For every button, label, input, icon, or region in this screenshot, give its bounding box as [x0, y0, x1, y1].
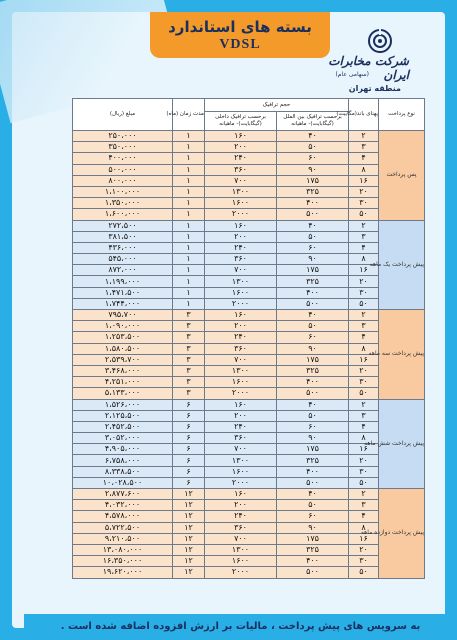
bandwidth-cell: ۱۶: [349, 354, 379, 365]
duration-cell: ۶: [173, 455, 205, 466]
payment-type-cell: پیش پرداخت شش ماهه: [379, 399, 425, 489]
traffic-intl-cell: ۴۰: [277, 489, 349, 500]
traffic-intl-cell: ۶۰: [277, 332, 349, 343]
traffic-intl-cell: ۳۲۵: [277, 365, 349, 376]
traffic-domestic-cell: ۱۳۰۰: [205, 276, 277, 287]
traffic-intl-cell: ۳۲۵: [277, 455, 349, 466]
bandwidth-cell: ۲۰: [349, 365, 379, 376]
duration-cell: ۶: [173, 410, 205, 421]
traffic-domestic-cell: ۱۶۰: [205, 489, 277, 500]
bandwidth-cell: ۳۰: [349, 198, 379, 209]
duration-cell: ۱۲: [173, 533, 205, 544]
table-row: [73, 421, 425, 432]
duration-cell: ۱۲: [173, 511, 205, 522]
price-cell: ۱،۰۹۰،۰۰۰: [73, 321, 173, 332]
bandwidth-cell: ۴: [349, 421, 379, 432]
bandwidth-cell: ۱۶: [349, 444, 379, 455]
page-subtitle: VDSL: [219, 37, 261, 52]
bandwidth-cell: ۳۰: [349, 287, 379, 298]
price-cell: ۸۷۲،۰۰۰: [73, 265, 173, 276]
table-row: [73, 410, 425, 421]
price-cell: ۲،۴۵۲،۵۰۰: [73, 421, 173, 432]
duration-cell: ۱: [173, 175, 205, 186]
traffic-intl-cell: ۹۰: [277, 254, 349, 265]
price-cell: ۴،۹۰۵،۰۰۰: [73, 444, 173, 455]
payment-type-cell: پیش پرداخت سه ماهه: [379, 310, 425, 400]
table-row: [73, 164, 425, 175]
company-logo: [299, 28, 409, 80]
vat-note: به سرویس های پیش پرداخت ، مالیات بر ارزش افزوده اضافه شده است .: [24, 614, 457, 640]
header-duration: مدت زمان (ماه): [173, 99, 205, 131]
bandwidth-cell: ۸: [349, 254, 379, 265]
table-row: [73, 466, 425, 477]
traffic-domestic-cell: ۲۴۰: [205, 153, 277, 164]
price-cell: ۱۳،۰۸۰،۰۰۰: [73, 544, 173, 555]
duration-cell: ۱: [173, 209, 205, 220]
price-cell: ۴،۰۳۲،۰۰۰: [73, 500, 173, 511]
duration-cell: ۳: [173, 321, 205, 332]
traffic-intl-cell: ۹۰: [277, 164, 349, 175]
traffic-domestic-cell: ۱۳۰۰: [205, 455, 277, 466]
bandwidth-cell: ۲: [349, 220, 379, 231]
tariff-table: [72, 98, 425, 579]
duration-cell: ۳: [173, 354, 205, 365]
price-cell: ۴۰۰،۰۰۰: [73, 153, 173, 164]
header-traffic-domestic: برحسب ترافیک داخلی (گیگابایت)- ماهیانه: [205, 112, 277, 131]
traffic-domestic-cell: ۳۶۰: [205, 164, 277, 175]
traffic-intl-cell: ۱۷۵: [277, 265, 349, 276]
traffic-domestic-cell: ۲۰۰۰: [205, 298, 277, 309]
duration-cell: ۱: [173, 198, 205, 209]
bandwidth-cell: ۳: [349, 321, 379, 332]
duration-cell: ۳: [173, 388, 205, 399]
traffic-intl-cell: ۱۷۵: [277, 444, 349, 455]
duration-cell: ۳: [173, 343, 205, 354]
price-cell: ۷۹۵،۷۰۰: [73, 310, 173, 321]
bandwidth-cell: ۲: [349, 489, 379, 500]
duration-cell: ۱: [173, 186, 205, 197]
bandwidth-cell: ۳: [349, 142, 379, 153]
table-row: [73, 556, 425, 567]
traffic-domestic-cell: ۱۳۰۰: [205, 186, 277, 197]
price-cell: ۱،۶۰۰،۰۰۰: [73, 209, 173, 220]
price-cell: ۶،۷۵۸،۰۰۰: [73, 455, 173, 466]
table-row: [73, 242, 425, 253]
traffic-intl-cell: ۴۰۰: [277, 198, 349, 209]
duration-cell: ۳: [173, 377, 205, 388]
duration-cell: ۶: [173, 421, 205, 432]
duration-cell: ۱: [173, 298, 205, 309]
traffic-intl-cell: ۵۰۰: [277, 567, 349, 578]
table-row: [73, 231, 425, 242]
price-cell: ۴،۲۵۱،۰۰۰: [73, 377, 173, 388]
price-cell: ۵۴۵،۰۰۰: [73, 254, 173, 265]
bandwidth-cell: ۲۰: [349, 455, 379, 466]
bandwidth-cell: ۱۶: [349, 175, 379, 186]
duration-cell: ۱: [173, 265, 205, 276]
page-frame: [12, 12, 445, 632]
traffic-intl-cell: ۵۰: [277, 321, 349, 332]
logo-subtitle: (سهامی عام): [335, 71, 369, 78]
traffic-intl-cell: ۳۲۵: [277, 544, 349, 555]
price-cell: ۱،۱۰۰،۰۰۰: [73, 186, 173, 197]
traffic-intl-cell: ۵۰۰: [277, 298, 349, 309]
traffic-intl-cell: ۴۰۰: [277, 556, 349, 567]
table-row: [73, 298, 425, 309]
table-row: [73, 220, 425, 231]
table-row: [73, 567, 425, 578]
traffic-domestic-cell: ۲۴۰: [205, 242, 277, 253]
price-cell: ۱،۲۵۳،۵۰۰: [73, 332, 173, 343]
traffic-intl-cell: ۵۰۰: [277, 477, 349, 488]
traffic-domestic-cell: ۱۶۰۰: [205, 377, 277, 388]
traffic-domestic-cell: ۲۴۰: [205, 511, 277, 522]
bandwidth-cell: ۸: [349, 522, 379, 533]
price-cell: ۲،۸۷۷،۶۰۰: [73, 489, 173, 500]
traffic-intl-cell: ۴۰: [277, 399, 349, 410]
traffic-intl-cell: ۴۰: [277, 310, 349, 321]
duration-cell: ۱: [173, 131, 205, 142]
traffic-intl-cell: ۵۰: [277, 410, 349, 421]
traffic-intl-cell: ۴۰۰: [277, 377, 349, 388]
bandwidth-cell: ۲: [349, 310, 379, 321]
bandwidth-cell: ۳: [349, 410, 379, 421]
table-row: [73, 276, 425, 287]
price-cell: ۱،۳۵۰،۰۰۰: [73, 198, 173, 209]
bandwidth-cell: ۳: [349, 231, 379, 242]
header-payment-type: نوع پرداخت: [379, 99, 425, 131]
traffic-intl-cell: ۳۲۵: [277, 276, 349, 287]
price-cell: ۵،۷۲۲،۵۰۰: [73, 522, 173, 533]
duration-cell: ۱: [173, 220, 205, 231]
payment-type-cell: پیش پرداخت دوازده ماهه: [379, 489, 425, 579]
traffic-domestic-cell: ۱۶۰: [205, 310, 277, 321]
duration-cell: ۳: [173, 365, 205, 376]
traffic-domestic-cell: ۲۰۰: [205, 231, 277, 242]
price-cell: ۴۳۶،۰۰۰: [73, 242, 173, 253]
table-row: [73, 153, 425, 164]
table-row: [73, 332, 425, 343]
duration-cell: ۱: [173, 231, 205, 242]
bandwidth-cell: ۵۰: [349, 477, 379, 488]
traffic-intl-cell: ۹۰: [277, 522, 349, 533]
duration-cell: ۱۲: [173, 522, 205, 533]
price-cell: ۱،۷۴۴،۰۰۰: [73, 298, 173, 309]
traffic-domestic-cell: ۲۰۰: [205, 321, 277, 332]
duration-cell: ۱۲: [173, 544, 205, 555]
tariff-table-body: [73, 131, 425, 579]
bandwidth-cell: ۴: [349, 511, 379, 522]
bandwidth-cell: ۱۶: [349, 533, 379, 544]
price-cell: ۲۷۲،۵۰۰: [73, 220, 173, 231]
table-row: [73, 287, 425, 298]
price-cell: ۱۰،۰۲۸،۵۰۰: [73, 477, 173, 488]
traffic-intl-cell: ۶۰: [277, 421, 349, 432]
table-row: [73, 377, 425, 388]
traffic-domestic-cell: ۷۰۰: [205, 175, 277, 186]
traffic-domestic-cell: ۱۶۰: [205, 131, 277, 142]
price-cell: ۵،۱۳۳،۰۰۰: [73, 388, 173, 399]
table-row: [73, 175, 425, 186]
traffic-intl-cell: ۴۰۰: [277, 287, 349, 298]
header-traffic-intl: برحسب ترافیک بین الملل (گیگابایت)- ماهیانه: [277, 112, 349, 131]
duration-cell: ۱: [173, 142, 205, 153]
payment-type-cell: پیش پرداخت یک ماهه: [379, 220, 425, 310]
price-cell: ۲،۵۳۹،۷۰۰: [73, 354, 173, 365]
traffic-intl-cell: ۱۷۵: [277, 175, 349, 186]
duration-cell: ۶: [173, 466, 205, 477]
bandwidth-cell: ۲۰: [349, 276, 379, 287]
traffic-domestic-cell: ۲۰۰۰: [205, 209, 277, 220]
table-row: [73, 186, 425, 197]
traffic-intl-cell: ۵۰: [277, 500, 349, 511]
traffic-domestic-cell: ۲۰۰: [205, 500, 277, 511]
duration-cell: ۱۲: [173, 567, 205, 578]
table-row: [73, 198, 425, 209]
traffic-domestic-cell: ۲۰۰: [205, 142, 277, 153]
bandwidth-cell: ۳۰: [349, 466, 379, 477]
payment-type-cell: پس پرداخت: [379, 131, 425, 221]
traffic-domestic-cell: ۲۰۰۰: [205, 477, 277, 488]
bandwidth-cell: ۲: [349, 399, 379, 410]
traffic-domestic-cell: ۱۶۰: [205, 399, 277, 410]
traffic-domestic-cell: ۱۶۰۰: [205, 556, 277, 567]
bandwidth-cell: ۳۰: [349, 377, 379, 388]
price-cell: ۸،۳۳۸،۵۰۰: [73, 466, 173, 477]
traffic-intl-cell: ۶۰: [277, 153, 349, 164]
duration-cell: ۱: [173, 153, 205, 164]
price-cell: ۱۶،۳۵۰،۰۰۰: [73, 556, 173, 567]
bandwidth-cell: ۵۰: [349, 209, 379, 220]
traffic-intl-cell: ۶۰: [277, 511, 349, 522]
duration-cell: ۱۲: [173, 489, 205, 500]
traffic-intl-cell: ۴۰: [277, 131, 349, 142]
traffic-domestic-cell: ۱۶۰: [205, 220, 277, 231]
header-price: مبلغ (ریال): [73, 99, 173, 131]
traffic-intl-cell: ۱۷۵: [277, 533, 349, 544]
price-cell: ۱،۱۹۹،۰۰۰: [73, 276, 173, 287]
traffic-domestic-cell: ۳۶۰: [205, 254, 277, 265]
bandwidth-cell: ۲۰: [349, 186, 379, 197]
traffic-domestic-cell: ۱۶۰۰: [205, 466, 277, 477]
telecom-logo-icon: [367, 28, 393, 54]
traffic-domestic-cell: ۲۰۰: [205, 410, 277, 421]
bandwidth-cell: ۸: [349, 343, 379, 354]
traffic-domestic-cell: ۳۶۰: [205, 522, 277, 533]
traffic-intl-cell: ۴۰: [277, 220, 349, 231]
price-cell: ۱،۴۷۱،۵۰۰: [73, 287, 173, 298]
bandwidth-cell: ۵۰: [349, 567, 379, 578]
traffic-domestic-cell: ۲۰۰۰: [205, 388, 277, 399]
traffic-domestic-cell: ۲۴۰: [205, 421, 277, 432]
table-row: [73, 544, 425, 555]
bandwidth-cell: ۴: [349, 242, 379, 253]
price-cell: ۳۵۰،۰۰۰: [73, 142, 173, 153]
traffic-domestic-cell: ۷۰۰: [205, 265, 277, 276]
table-row: [73, 209, 425, 220]
price-cell: ۹،۲۱۰،۵۰۰: [73, 533, 173, 544]
header-bandwidth: پهنای باند(مگابیت): [349, 99, 379, 131]
duration-cell: ۶: [173, 477, 205, 488]
price-cell: ۵۰۰،۰۰۰: [73, 164, 173, 175]
price-cell: ۳۸۱،۵۰۰: [73, 231, 173, 242]
bandwidth-cell: ۴: [349, 153, 379, 164]
price-cell: ۳،۰۵۲،۰۰۰: [73, 433, 173, 444]
traffic-intl-cell: ۵۰: [277, 142, 349, 153]
table-row: [73, 310, 425, 321]
duration-cell: ۱: [173, 276, 205, 287]
price-cell: ۱،۵۸۰،۵۰۰: [73, 343, 173, 354]
traffic-intl-cell: ۹۰: [277, 433, 349, 444]
bandwidth-cell: ۲: [349, 131, 379, 142]
bandwidth-cell: ۸: [349, 433, 379, 444]
traffic-domestic-cell: ۳۶۰: [205, 433, 277, 444]
bandwidth-cell: ۱۶: [349, 265, 379, 276]
traffic-domestic-cell: ۱۶۰۰: [205, 198, 277, 209]
traffic-intl-cell: ۵۰: [277, 231, 349, 242]
traffic-domestic-cell: ۱۳۰۰: [205, 365, 277, 376]
header-traffic: حجم ترافیک: [205, 99, 349, 112]
table-row: [73, 489, 425, 500]
region-label: منطقه تهران: [348, 84, 401, 93]
bandwidth-cell: ۵۰: [349, 388, 379, 399]
duration-cell: ۶: [173, 444, 205, 455]
table-row: [73, 399, 425, 410]
traffic-domestic-cell: ۱۳۰۰: [205, 544, 277, 555]
bandwidth-cell: ۲۰: [349, 544, 379, 555]
duration-cell: ۱۲: [173, 500, 205, 511]
bandwidth-cell: ۵۰: [349, 298, 379, 309]
traffic-domestic-cell: ۷۰۰: [205, 354, 277, 365]
bandwidth-cell: ۸: [349, 164, 379, 175]
price-cell: ۲،۱۲۵،۵۰۰: [73, 410, 173, 421]
price-cell: ۲۵۰،۰۰۰: [73, 131, 173, 142]
duration-cell: ۶: [173, 399, 205, 410]
duration-cell: ۶: [173, 433, 205, 444]
traffic-intl-cell: ۶۰: [277, 242, 349, 253]
page-title: بسته های استاندارد: [168, 18, 312, 36]
duration-cell: ۱: [173, 242, 205, 253]
duration-cell: ۱۲: [173, 556, 205, 567]
duration-cell: ۳: [173, 310, 205, 321]
traffic-intl-cell: ۱۷۵: [277, 354, 349, 365]
duration-cell: ۱: [173, 164, 205, 175]
table-row: [73, 388, 425, 399]
table-row: [73, 321, 425, 332]
price-cell: ۴،۵۷۸،۰۰۰: [73, 511, 173, 522]
duration-cell: ۱: [173, 254, 205, 265]
price-cell: ۱۹،۶۲۰،۰۰۰: [73, 567, 173, 578]
traffic-domestic-cell: ۷۰۰: [205, 444, 277, 455]
traffic-domestic-cell: ۱۶۰۰: [205, 287, 277, 298]
table-row: [73, 131, 425, 142]
traffic-intl-cell: ۵۰۰: [277, 209, 349, 220]
duration-cell: ۳: [173, 332, 205, 343]
table-row: [73, 511, 425, 522]
bandwidth-cell: ۳: [349, 500, 379, 511]
price-cell: ۳،۴۶۸،۰۰۰: [73, 365, 173, 376]
bandwidth-cell: ۴: [349, 332, 379, 343]
traffic-intl-cell: ۴۰۰: [277, 466, 349, 477]
logo-name: شرکت مخابرات ایران: [328, 54, 409, 82]
price-cell: ۱،۵۲۶،۰۰۰: [73, 399, 173, 410]
table-row: [73, 477, 425, 488]
traffic-domestic-cell: ۳۶۰: [205, 343, 277, 354]
duration-cell: ۱: [173, 287, 205, 298]
traffic-intl-cell: ۳۲۵: [277, 186, 349, 197]
traffic-domestic-cell: ۲۴۰: [205, 332, 277, 343]
bandwidth-cell: ۳۰: [349, 556, 379, 567]
traffic-intl-cell: ۹۰: [277, 343, 349, 354]
price-cell: ۸۰۰،۰۰۰: [73, 175, 173, 186]
traffic-domestic-cell: ۲۰۰۰: [205, 567, 277, 578]
table-row: [73, 365, 425, 376]
traffic-domestic-cell: ۷۰۰: [205, 533, 277, 544]
table-row: [73, 142, 425, 153]
traffic-intl-cell: ۵۰۰: [277, 388, 349, 399]
table-row: [73, 455, 425, 466]
table-row: [73, 500, 425, 511]
